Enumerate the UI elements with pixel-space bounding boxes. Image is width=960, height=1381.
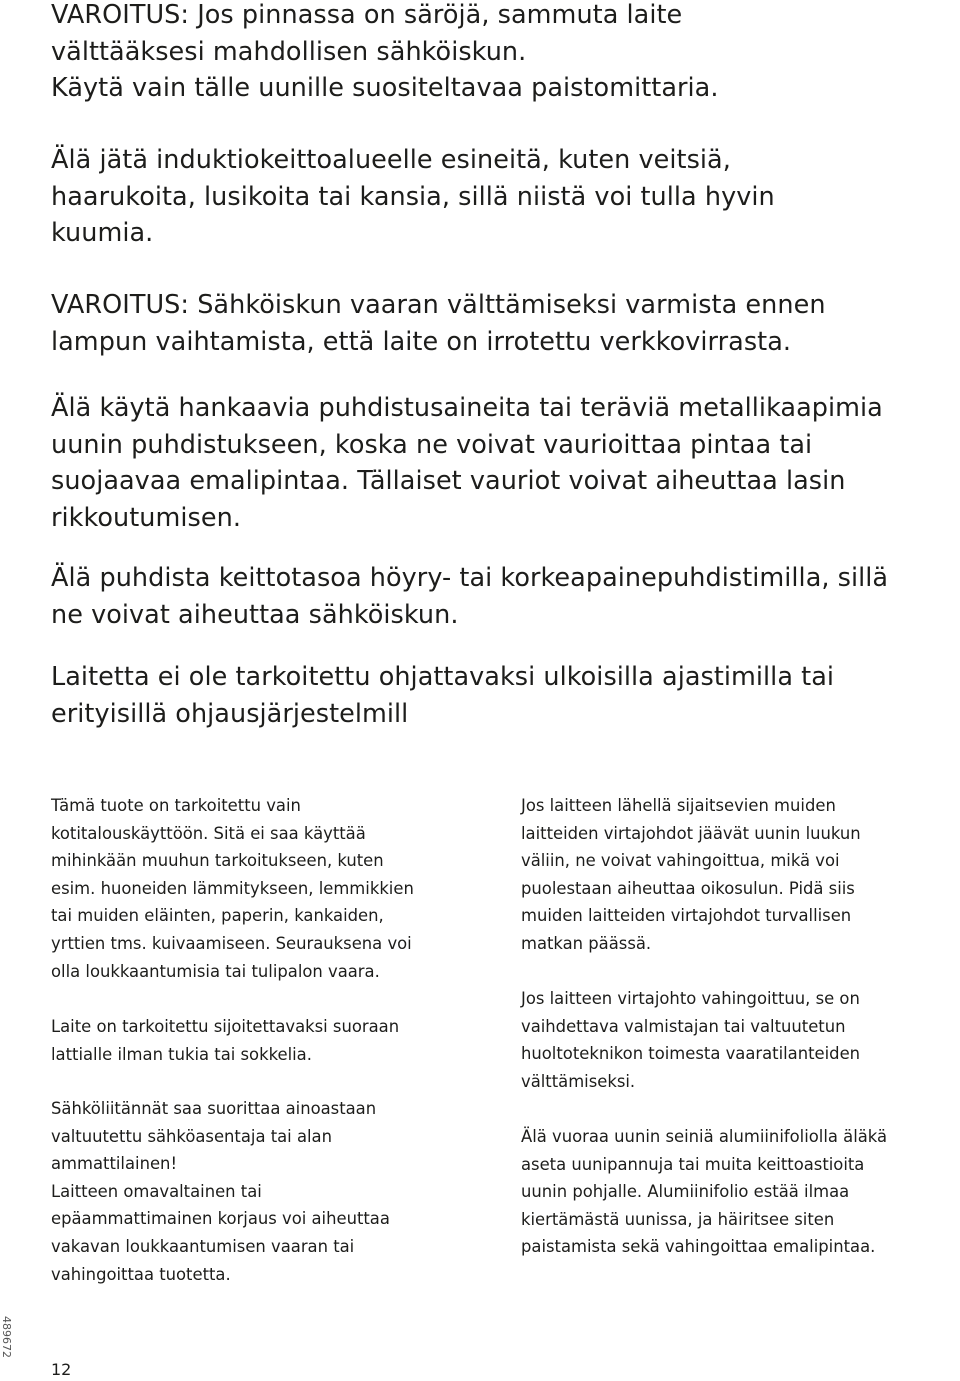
paragraph-cleaning-abrasives: Älä käytä hankaavia puhdistusaineita tai teräviä metallikaapimia uunin puhdistukseen, koska ne voivat vaurioittaa pintaa tai suojaavaa emalipintaa. Tällaiset vauriot voivat aiheuttaa lasin rikkoutumisen. [51, 393, 883, 533]
left-paragraph-electrical: Sähköliitännät saa suorittaa ainoastaan valtuutettu sähköasentaja tai alan ammattilainen! Laitteen omavaltainen tai epäammattimainen korjaus voi aiheuttaa vakavan loukkaantumisen vaaran tai vahingoittaa tuotetta. [51, 1099, 390, 1284]
paragraph-external-timers: Laitetta ei ole tarkoitettu ohjattavaksi ulkoisilla ajastimilla tai erityisillä ohjausjärjestelmill [51, 662, 835, 729]
right-paragraph-aluminium-foil: Älä vuoraa uunin seiniä alumiinifoliolla äläkä aseta uunipannuja tai muita keittoastioita uunin pohjalle. Alumiinifolio estää ilmaa kiertämästä uunissa, ja häiritsee siten paistamista sekä vahingoittaa emalipintaa. [521, 1127, 888, 1257]
page-number: 12 [51, 1360, 72, 1379]
paragraph-induction-objects: Älä jätä induktiokeittoalueelle esineitä, kuten veitsiä, haarukoita, lusikoita tai kansia, sillä niistä voi tulla hyvin kuumia. [51, 145, 775, 248]
warning-paragraph-crack: VAROITUS: Jos pinnassa on säröjä, sammuta laite välttääksesi mahdollisen sähköiskun. Käytä vain tälle uunille suositeltavaa paistomittaria. [51, 0, 719, 103]
document-code: 489672 [0, 1316, 13, 1358]
right-paragraph-power-cords: Jos laitteen lähellä sijaitsevien muiden laitteiden virtajohdot jäävät uunin luukun väliin, ne voivat vahingoittua, mikä voi puolestaan aiheuttaa oikosulun. Pidä siis muiden laitteiden virtajohdot turvallisen matkan päässä. [521, 796, 861, 953]
left-paragraph-placement: Laite on tarkoitettu sijoitettavaksi suoraan lattialle ilman tukia tai sokkelia. [51, 1017, 400, 1064]
left-paragraph-household-use: Tämä tuote on tarkoitettu vain kotitalouskäyttöön. Sitä ei saa käyttää mihinkään muuhun tarkoitukseen, kuten esim. huoneiden lämmitykseen, lemmikkien tai muiden eläinten, paperin, kankaiden, yrttien tms. kuivaamiseen. Seurauksena voi olla loukkaantumisia tai tulipalon vaara. [51, 796, 414, 981]
paragraph-steam-cleaning: Älä puhdista keittotasoa höyry- tai korkeapainepuhdistimilla, sillä ne voivat aiheuttaa sähköiskun. [51, 563, 889, 630]
warning-paragraph-lamp: VAROITUS: Sähköiskun vaaran välttämiseksi varmista ennen lampun vaihtamista, että laite on irrotettu verkkovirrasta. [51, 290, 826, 357]
right-paragraph-damaged-cord: Jos laitteen virtajohto vahingoittuu, se on vaihdettava valmistajan tai valtuutetun huoltoteknikon toimesta vaaratilanteiden välttämiseksi. [521, 989, 861, 1091]
